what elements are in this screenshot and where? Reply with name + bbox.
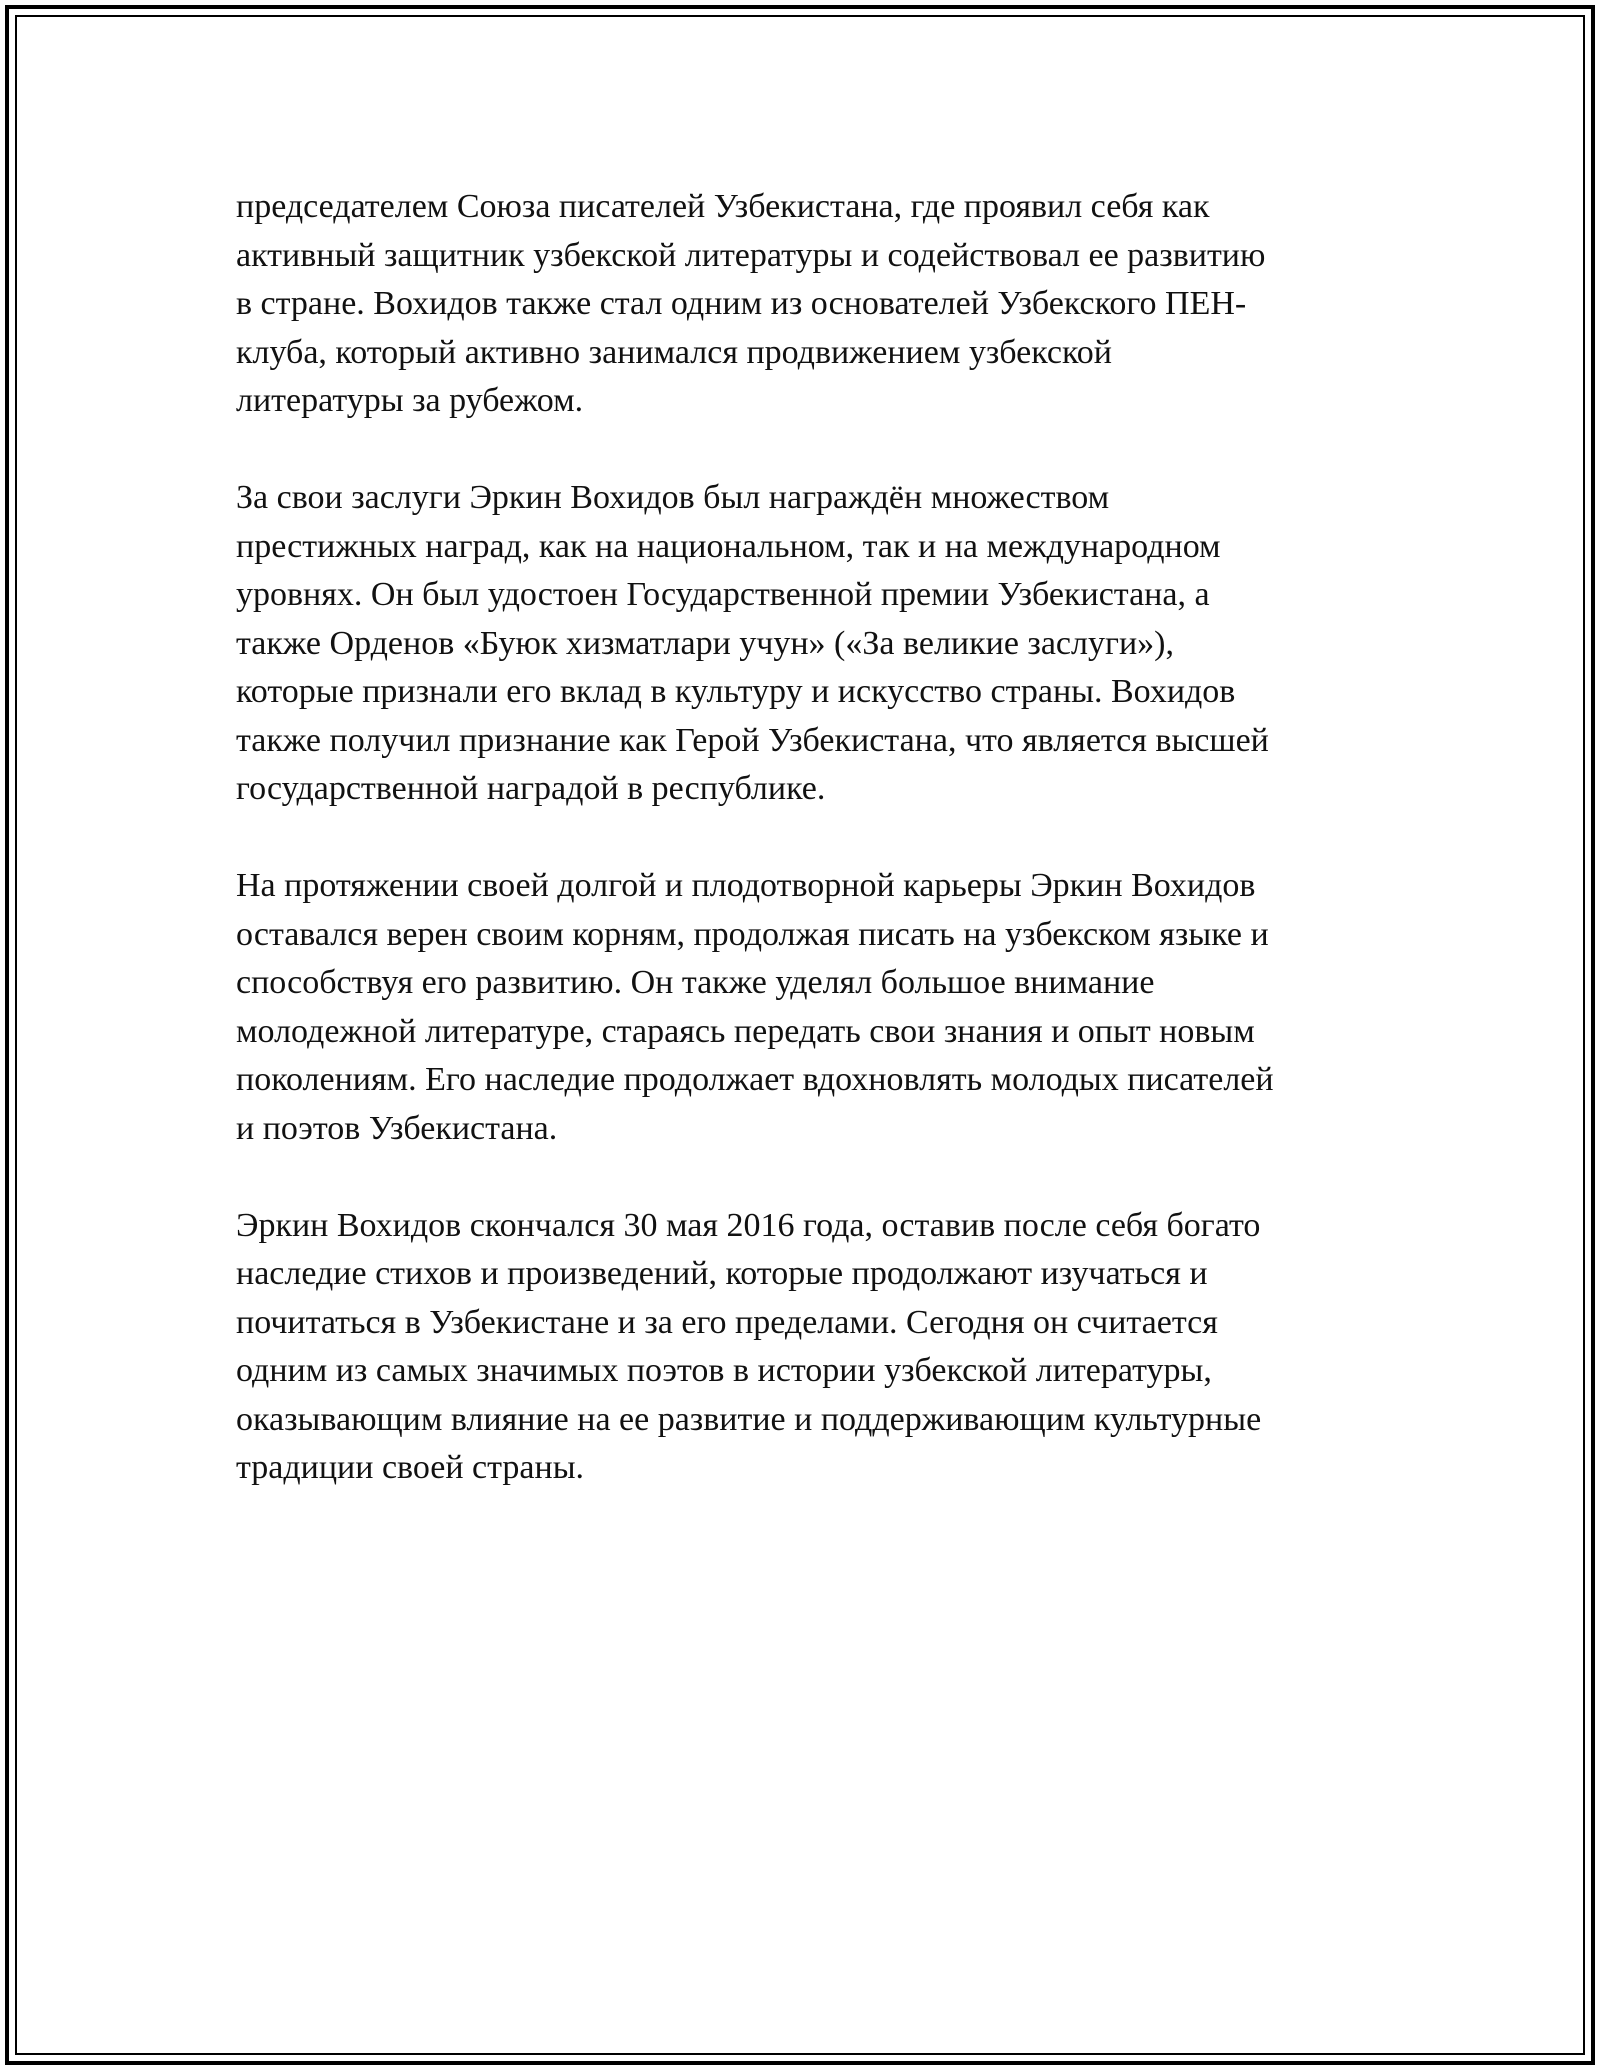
text-line: почитаться в Узбекистане и за его пределами. Сегодня он считается — [236, 1303, 1218, 1341]
paragraph-4 — [236, 1202, 1376, 1493]
text-line: в стране. Вохидов также стал одним из основателей Узбекского ПЕН- — [236, 285, 1247, 322]
text-line: Эркин Вохидов скончался 30 мая 2016 года, оставив после себя богато — [236, 1206, 1261, 1244]
text-line: также Орденов «Буюк хизматлари учун» («За великие заслуги»), — [236, 624, 1174, 662]
text-line: клуба, который активно занимался продвижением узбекской — [236, 333, 1112, 371]
paragraph-1 — [236, 183, 1376, 426]
text-line: и поэтов Узбекистана. — [236, 1109, 558, 1147]
text-line: поколениям. Его наследие продолжает вдохновлять молодых писателей — [236, 1061, 1274, 1098]
text-line: председателем Союза писателей Узбекистана, где проявил себя как — [236, 188, 1210, 225]
text-line: наследие стихов и произведений, которые продолжают изучаться и — [236, 1255, 1208, 1292]
text-line: также получил признание как Герой Узбекистана, что является высшей — [236, 721, 1269, 759]
text-line: На протяжении своей долгой и плодотворной карьеры Эркин Вохидов — [236, 867, 1256, 904]
text-line: государственной наградой в республике. — [236, 770, 826, 807]
text-line: активный защитник узбекской литературы и содействовал ее развитию — [236, 236, 1266, 274]
document-body — [236, 183, 1376, 1541]
paragraph-3 — [236, 862, 1376, 1153]
text-line: оказывающим влияние на ее развитие и поддерживающим культурные — [236, 1400, 1262, 1438]
paragraph-2 — [236, 474, 1376, 814]
text-line: способствуя его развитию. Он также уделял большое внимание — [236, 964, 1155, 1001]
text-line: которые признали его вклад в культуру и искусство страны. Вохидов — [236, 673, 1236, 710]
text-line: молодежной литературе, стараясь передать свои знания и опыт новым — [236, 1012, 1255, 1050]
text-line: оставался верен своим корням, продолжая писать на узбекском языке и — [236, 915, 1269, 953]
text-line: одним из самых значимых поэтов в истории узбекской литературы, — [236, 1352, 1212, 1389]
text-line: престижных наград, как на национальном, так и на международном — [236, 527, 1221, 565]
text-line: уровнях. Он был удостоен Государственной премии Узбекистана, а — [236, 576, 1210, 613]
text-line: За свои заслуги Эркин Вохидов был награждён множеством — [236, 479, 1110, 516]
text-line: традиции своей страны. — [236, 1449, 585, 1486]
text-line: литературы за рубежом. — [236, 382, 584, 419]
